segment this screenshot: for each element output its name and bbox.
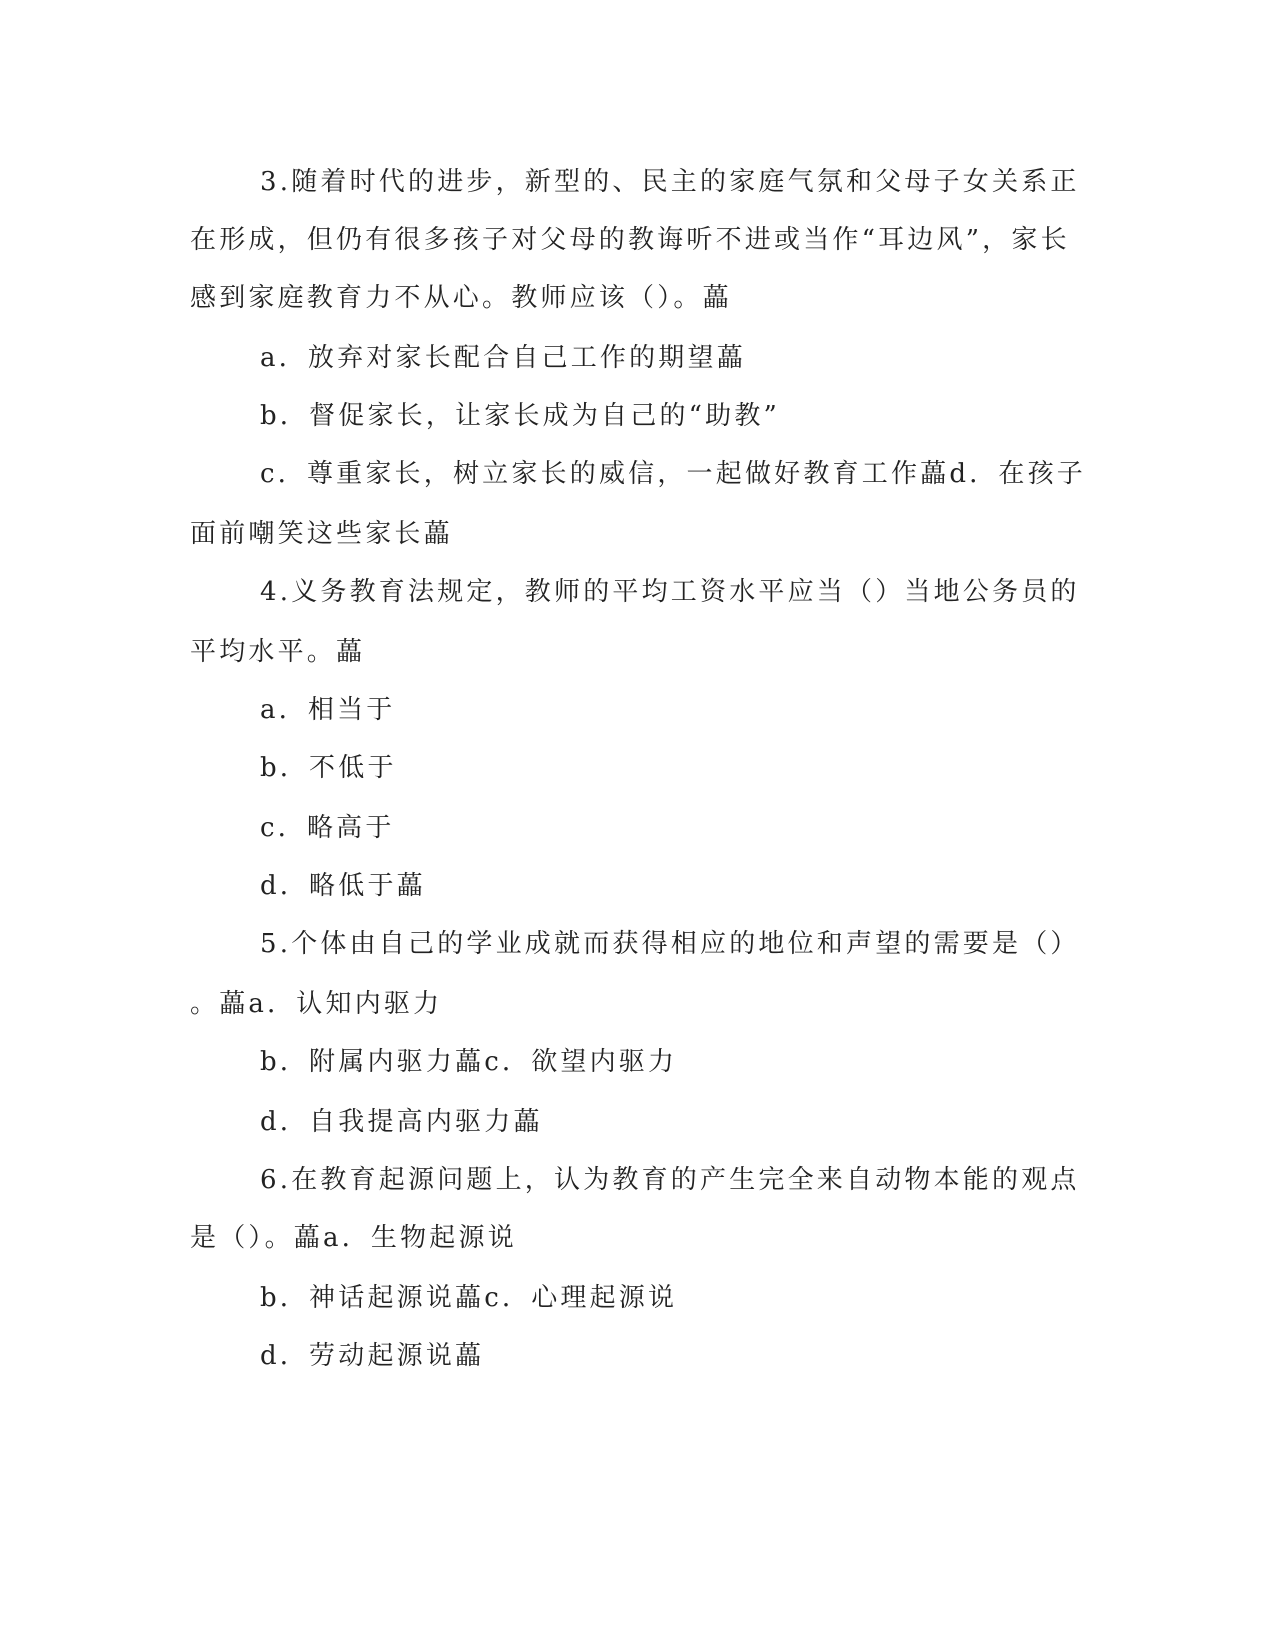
q5-option-b-c: b．附属内驱力藟c．欲望内驱力 xyxy=(260,1047,678,1077)
q5-stem-line-1: 5.个体由自己的学业成就而获得相应的地位和声望的需要是（） xyxy=(260,929,1080,959)
q4-option-c: c．略高于 xyxy=(260,813,395,843)
q6-option-b-c: b．神话起源说藟c．心理起源说 xyxy=(260,1283,678,1313)
q5-option-a: 。藟a．认知内驱力 xyxy=(190,989,443,1019)
q6-option-d: d．劳动起源说藟 xyxy=(260,1341,485,1371)
q4-option-d: d．略低于藟 xyxy=(260,871,426,901)
q3-option-c-d: c．尊重家长，树立家长的威信，一起做好教育工作藟d．在孩子 xyxy=(260,459,1087,489)
q3-stem-line-1: 3.随着时代的进步，新型的、民主的家庭气氛和父母子女关系正 xyxy=(260,167,1080,197)
q6-option-a: 是（）。藟a．生物起源说 xyxy=(190,1223,517,1253)
q4-option-b: b．不低于 xyxy=(260,753,397,783)
q3-option-b: b．督促家长，让家长成为自己的“助教” xyxy=(260,401,781,431)
q3-option-a: a．放弃对家长配合自己工作的期望藟 xyxy=(260,343,746,373)
q6-stem-line-1: 6.在教育起源问题上，认为教育的产生完全来自动物本能的观点 xyxy=(260,1165,1080,1195)
q3-stem-line-2: 在形成，但仍有很多孩子对父母的教诲听不进或当作“耳边风”，家长 xyxy=(190,225,1070,255)
q4-stem-line-1: 4.义务教育法规定，教师的平均工资水平应当（）当地公务员的 xyxy=(260,577,1080,607)
q4-stem-line-2: 平均水平。藟 xyxy=(190,637,366,667)
q3-option-d-cont: 面前嘲笑这些家长藟 xyxy=(190,519,453,549)
q5-option-d: d．自我提高内驱力藟 xyxy=(260,1107,543,1137)
q4-option-a: a．相当于 xyxy=(260,695,396,725)
q3-stem-line-3: 感到家庭教育力不从心。教师应该（）。藟 xyxy=(190,283,732,313)
